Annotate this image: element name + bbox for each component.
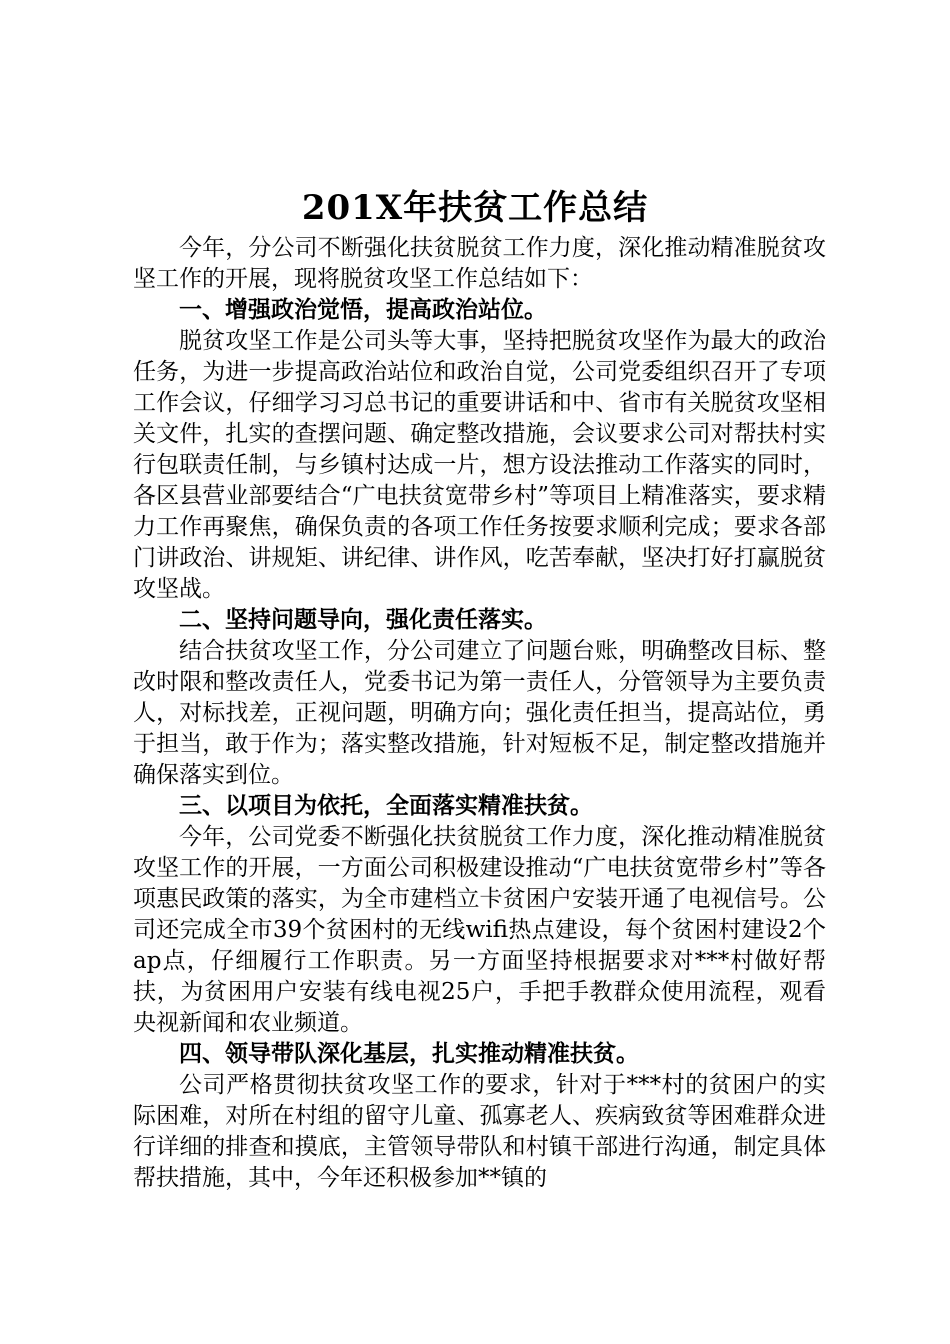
section-paragraph-3: 今年，公司党委不断强化扶贫脱贫工作力度，深化推动精准脱贫攻坚工作的开展，一方面公司积极建设推动“广电扶贫宽带乡村”等各项惠民政策的落实，为全市建档立卡贫困户安装开通了电视信号。公司还完成全市39个贫困村的无线wifi热点建设，每个贫困村建设2个ap点，仔细履行工作职责。另一方面坚持根据要求对***村做好帮扶，为贫困用户安装有线电视25户，手把手教群众使用流程，观看央视新闻和农业频道。 <box>133 824 826 1036</box>
intro-paragraph: 今年，分公司不断强化扶贫脱贫工作力度，深化推动精准脱贫攻坚工作的开展，现将脱贫攻坚工作总结如下： <box>133 235 826 292</box>
section-heading-3: 三、以项目为依托，全面落实精准扶贫。 <box>179 793 593 819</box>
section-heading-2: 二、坚持问题导向，强化责任落实。 <box>179 607 547 633</box>
section-paragraph-2: 结合扶贫攻坚工作，分公司建立了问题台账，明确整改目标、整改时限和整改责任人，党委书记为第一责任人，分管领导为主要负责人，对标找差，正视问题，明确方向；强化责任担当，提高站位，勇于担当，敢于作为；落实整改措施，针对短板不足，制定整改措施并确保落实到位。 <box>133 638 826 788</box>
section-heading-1: 一、增强政治觉悟，提高政治站位。 <box>179 297 547 323</box>
section-paragraph-1: 脱贫攻坚工作是公司头等大事，坚持把脱贫攻坚作为最大的政治任务，为进一步提高政治站位和政治自觉，公司党委组织召开了专项工作会议，仔细学习习总书记的重要讲话和中、省市有关脱贫攻坚相关文件，扎实的查摆问题、确定整改措施，会议要求公司对帮扶村实行包联责任制，与乡镇村达成一片，想方设法推动工作落实的同时，各区县营业部要结合“广电扶贫宽带乡村”等项目上精准落实，要求精力工作再聚焦，确保负责的各项工作任务按要求顺利完成；要求各部门讲政治、讲规矩、讲纪律、讲作风，吃苦奉献，坚决打好打赢脱贫攻坚战。 <box>133 328 826 602</box>
section-heading-4: 四、领导带队深化基层，扎实推动精准扶贫。 <box>179 1041 639 1067</box>
document-title: 201X年扶贫工作总结 <box>301 188 649 228</box>
document-body <box>133 233 826 1194</box>
section-paragraph-4: 公司严格贯彻扶贫攻坚工作的要求，针对于***村的贫困户的实际困难，对所在村组的留守儿童、孤寡老人、疾病致贫等困难群众进行详细的排查和摸底，主管领导带队和村镇干部进行沟通，制定具体帮扶措施，其中，今年还积极参加**镇的 <box>133 1072 826 1191</box>
